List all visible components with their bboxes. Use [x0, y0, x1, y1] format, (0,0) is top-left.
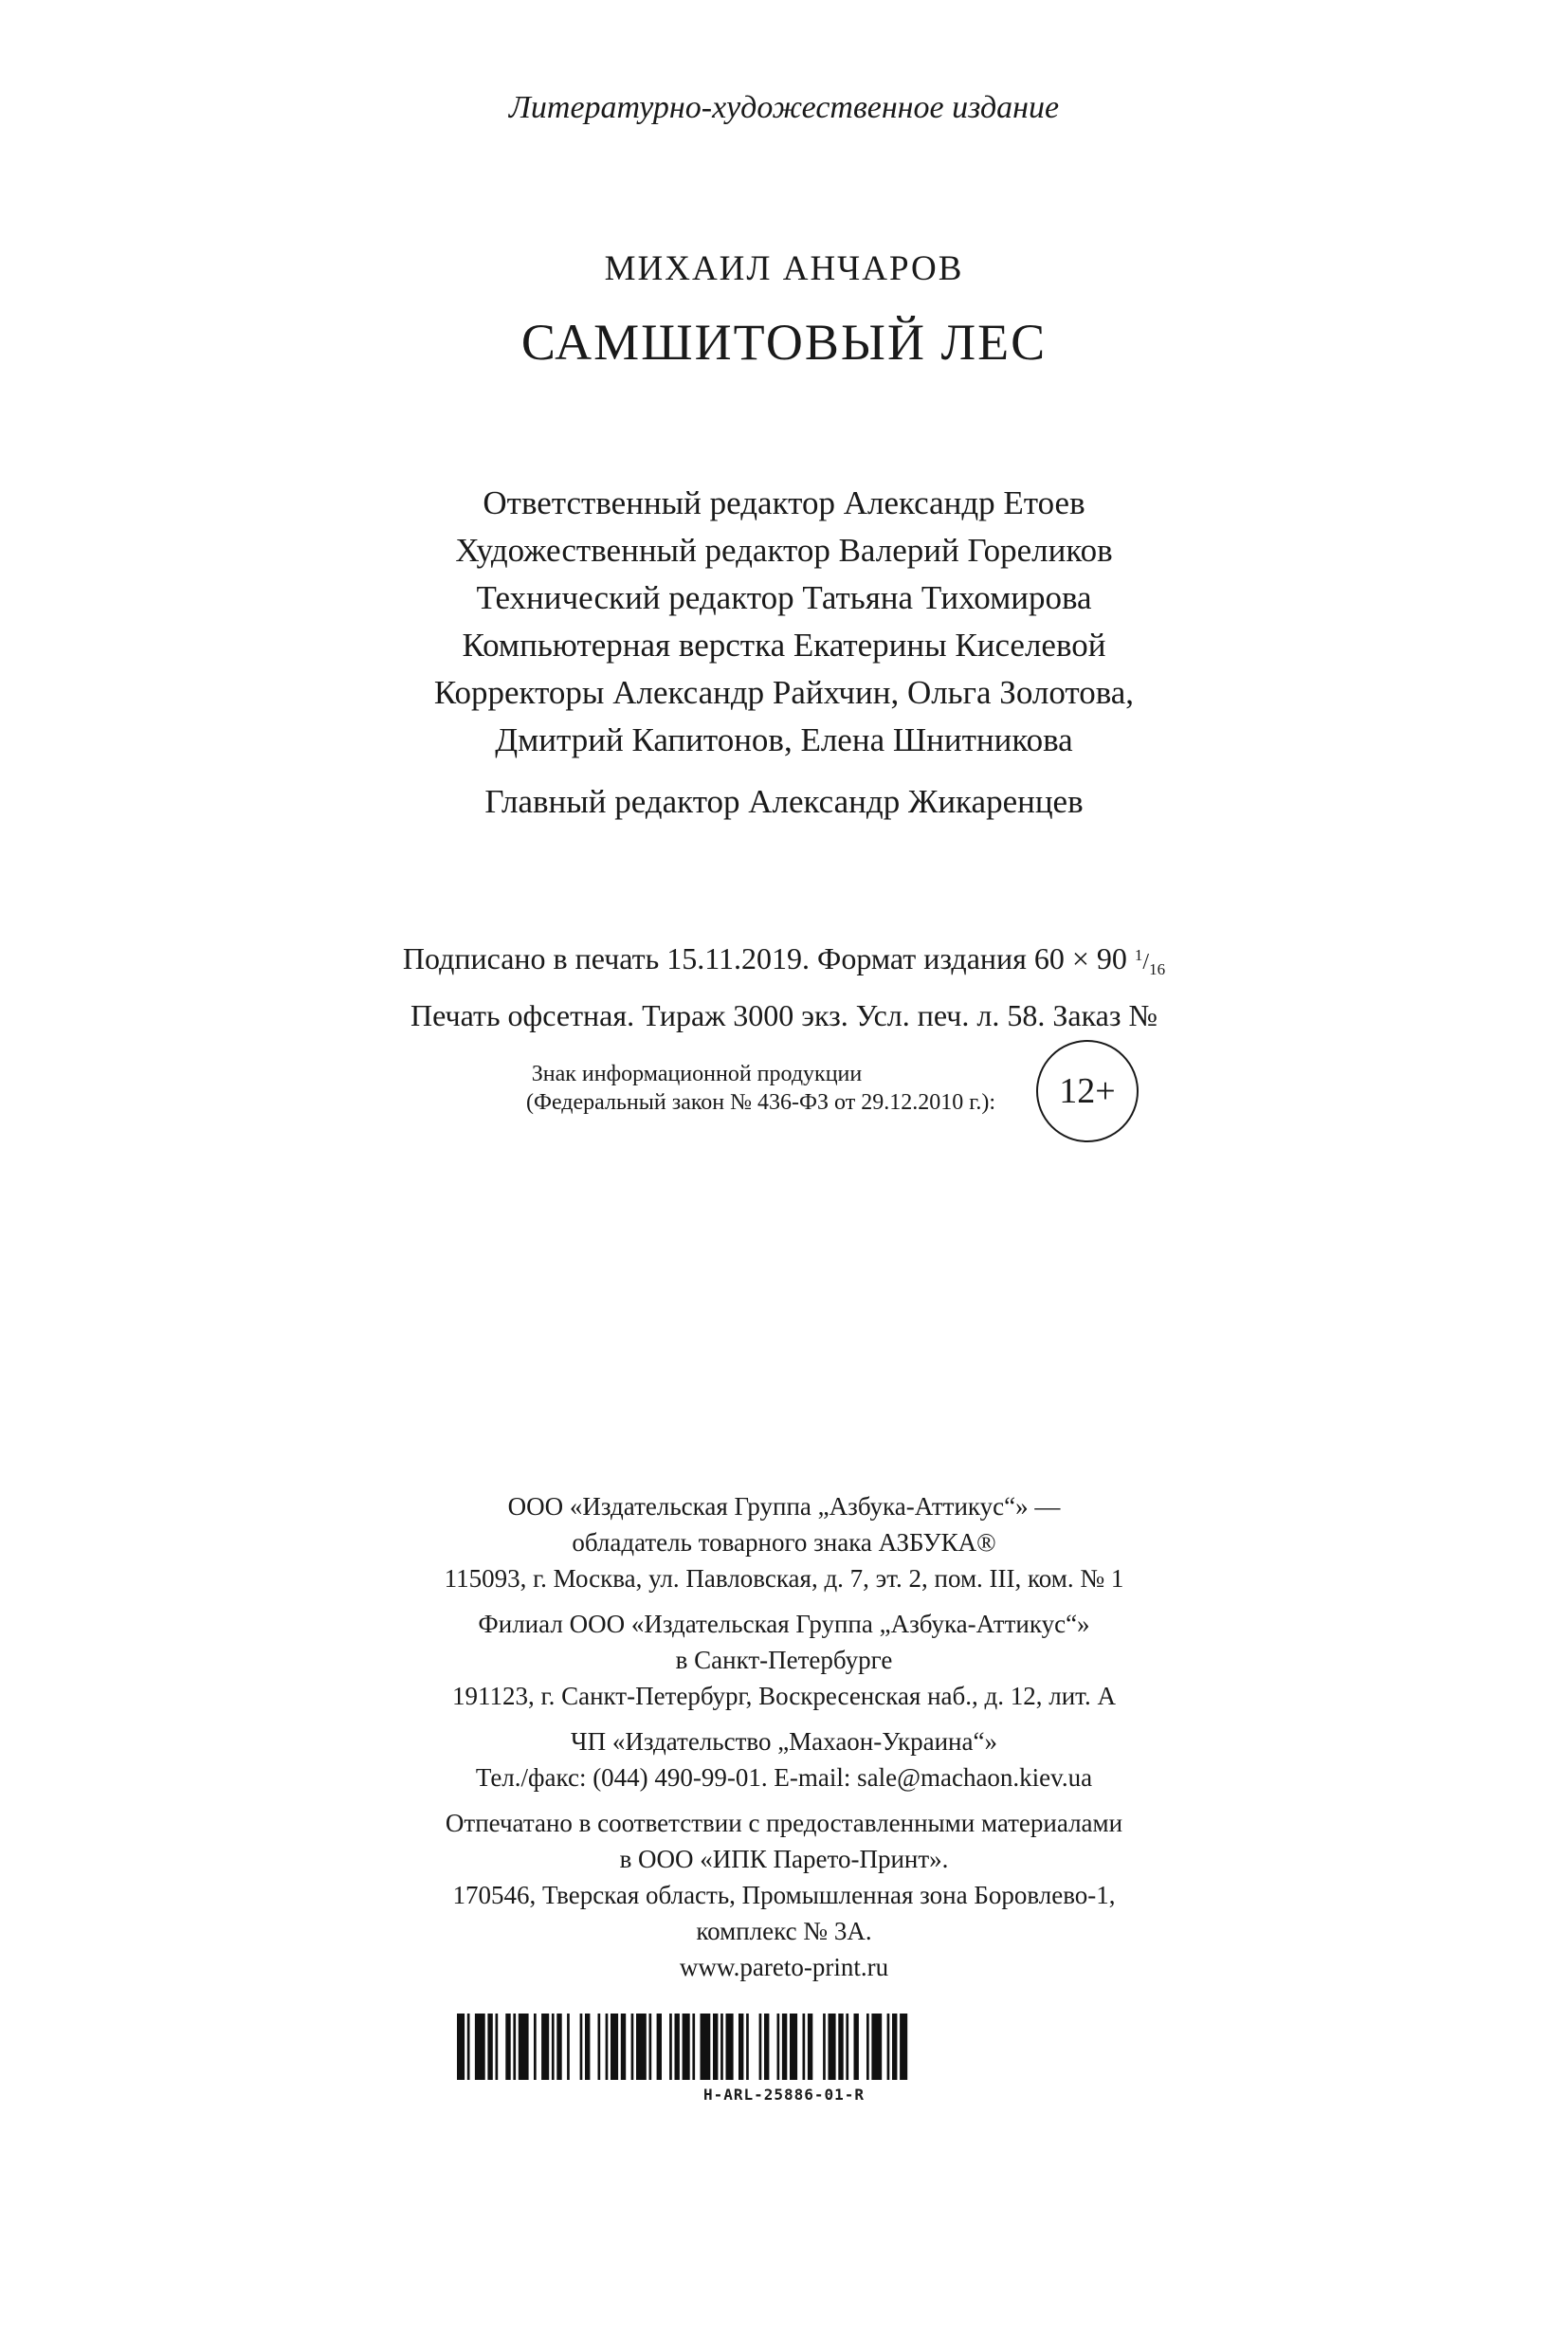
barcode-bar	[556, 2014, 561, 2080]
printing-details	[0, 933, 1568, 1038]
credit-line: Технический редактор Татьяна Тихомирова	[476, 579, 1092, 616]
imprint-line: в Санкт-Петербурге	[675, 1646, 893, 1674]
barcode-bar	[475, 2014, 485, 2080]
format-numerator: 1	[1134, 946, 1143, 964]
book-title	[0, 313, 1568, 372]
imprint-line: www.pareto-print.ru	[679, 1953, 889, 1981]
barcode-bar	[871, 2014, 882, 2080]
credit-line: Корректоры Александр Райхчин, Ольга Золотова,	[433, 674, 1135, 711]
barcode-bar	[649, 2014, 652, 2080]
barcode-bar	[585, 2014, 590, 2080]
barcode	[457, 2014, 1111, 2104]
age-rating-badge	[1036, 1040, 1139, 1142]
barcode-bar	[759, 2014, 762, 2080]
series-label-text: Литературно-художественное издание	[508, 90, 1060, 125]
barcode-bar	[496, 2014, 499, 2080]
credit-line: Компьютерная верстка Екатерины Киселевой	[462, 627, 1106, 664]
chief-editor-text: Главный редактор Александр Жикаренцев	[484, 783, 1084, 820]
barcode-bar	[892, 2014, 897, 2080]
barcode-bar	[846, 2014, 848, 2080]
barcode-bar	[457, 2014, 465, 2080]
barcode-bar	[669, 2014, 672, 2080]
imprint-line: Филиал ООО «Издательская Группа „Азбука-Аттикус“»	[478, 1610, 1090, 1638]
barcode-bar	[713, 2014, 718, 2080]
barcode-bar	[777, 2014, 780, 2080]
author-name-text: МИХАИЛ АНЧАРОВ	[604, 249, 964, 288]
barcode-bar	[746, 2014, 749, 2080]
barcode-bar	[487, 2014, 492, 2080]
barcode-bar	[764, 2014, 769, 2080]
imprint-line: обладатель товарного знака АЗБУКА®	[572, 1528, 996, 1557]
age-rating-label-line-1: Знак информационной продукции	[531, 1062, 863, 1086]
barcode-bar	[675, 2014, 680, 2080]
printing-line-1	[0, 933, 1568, 993]
barcode-graphic	[457, 2014, 1111, 2082]
book-title-text: САМШИТОВЫЙ ЛЕС	[520, 314, 1048, 371]
credits-block	[0, 480, 1568, 764]
barcode-bar	[621, 2014, 626, 2080]
chief-editor	[0, 783, 1568, 821]
series-label	[0, 90, 1568, 126]
credit-line: Дмитрий Капитонов, Елена Шнитникова	[495, 721, 1073, 758]
barcode-bar	[692, 2014, 695, 2080]
barcode-bar	[808, 2014, 812, 2080]
barcode-bar	[854, 2014, 859, 2080]
printing-line-1-text: Подписано в печать 15.11.2019. Формат издания 60 × 90	[402, 941, 1127, 975]
barcode-bar	[657, 2014, 662, 2080]
barcode-bar	[519, 2014, 529, 2080]
age-rating-label	[360, 1060, 995, 1117]
format-denominator: 16	[1149, 959, 1166, 978]
imprint-line: 115093, г. Москва, ул. Павловская, д. 7, эт. 2, пом. III, ком. № 1	[444, 1564, 1124, 1593]
credit-line: Ответственный редактор Александр Етоев	[483, 484, 1085, 521]
barcode-bar	[541, 2014, 549, 2080]
imprint-line: ЧП «Издательство „Махаон-Украина“»	[571, 1727, 997, 1756]
barcode-bar	[580, 2014, 583, 2080]
barcode-bar	[803, 2014, 806, 2080]
imprint-line: в ООО «ИПК Парето-Принт».	[619, 1845, 949, 1873]
printing-line-2: Печать офсетная. Тираж 3000 экз. Усл. печ. л. 58. Заказ №	[410, 997, 1158, 1032]
barcode-bar	[631, 2014, 634, 2080]
barcode-bar	[887, 2014, 890, 2080]
format-fraction: $^1/_{16}$	[1134, 946, 1166, 978]
barcode-bar	[900, 2014, 907, 2080]
barcode-bar	[720, 2014, 723, 2080]
barcode-bar	[790, 2014, 797, 2080]
barcode-bar	[829, 2014, 836, 2080]
credit-line: Художественный редактор Валерий Гореликов	[455, 532, 1113, 569]
imprint-line: комплекс № 3А.	[696, 1917, 872, 1945]
barcode-bar	[606, 2014, 609, 2080]
barcode-bar	[611, 2014, 618, 2080]
barcode-caption: H-ARL-25886-01-R	[702, 2086, 866, 2104]
barcode-bar	[552, 2014, 555, 2080]
barcode-bar	[866, 2014, 869, 2080]
barcode-bar	[738, 2014, 743, 2080]
author-name	[0, 248, 1568, 289]
imprint-line: 170546, Тверская область, Промышленная зона Боровлево-1,	[452, 1881, 1116, 1909]
barcode-bar	[683, 2014, 690, 2080]
age-rating-badge-text: 12+	[1059, 1071, 1116, 1111]
barcode-bar	[782, 2014, 787, 2080]
barcode-bar	[513, 2014, 516, 2080]
barcode-bar	[567, 2014, 570, 2080]
barcode-bar	[505, 2014, 510, 2080]
barcode-bar	[701, 2014, 711, 2080]
barcode-bar	[467, 2014, 470, 2080]
barcode-bar	[534, 2014, 537, 2080]
imprint-block	[0, 1488, 1568, 1985]
age-rating-label-line-2: (Федеральный закон № 436-ФЗ от 29.12.2010 г.):	[525, 1090, 995, 1115]
imprint-line: Тел./факс: (044) 490-99-01. E-mail: sale@machaon.kiev.ua	[475, 1763, 1093, 1792]
barcode-bar	[823, 2014, 826, 2080]
imprint-line: 191123, г. Санкт-Петербург, Воскресенская наб., д. 12, лит. А	[452, 1682, 1116, 1710]
barcode-bar	[838, 2014, 843, 2080]
barcode-bar	[726, 2014, 734, 2080]
imprint-line: ООО «Издательская Группа „Азбука-Аттикус“» —	[507, 1492, 1061, 1521]
barcode-bar	[636, 2014, 647, 2080]
barcode-bar	[598, 2014, 601, 2080]
imprint-line: Отпечатано в соответствии с предоставленными материалами	[445, 1809, 1123, 1837]
